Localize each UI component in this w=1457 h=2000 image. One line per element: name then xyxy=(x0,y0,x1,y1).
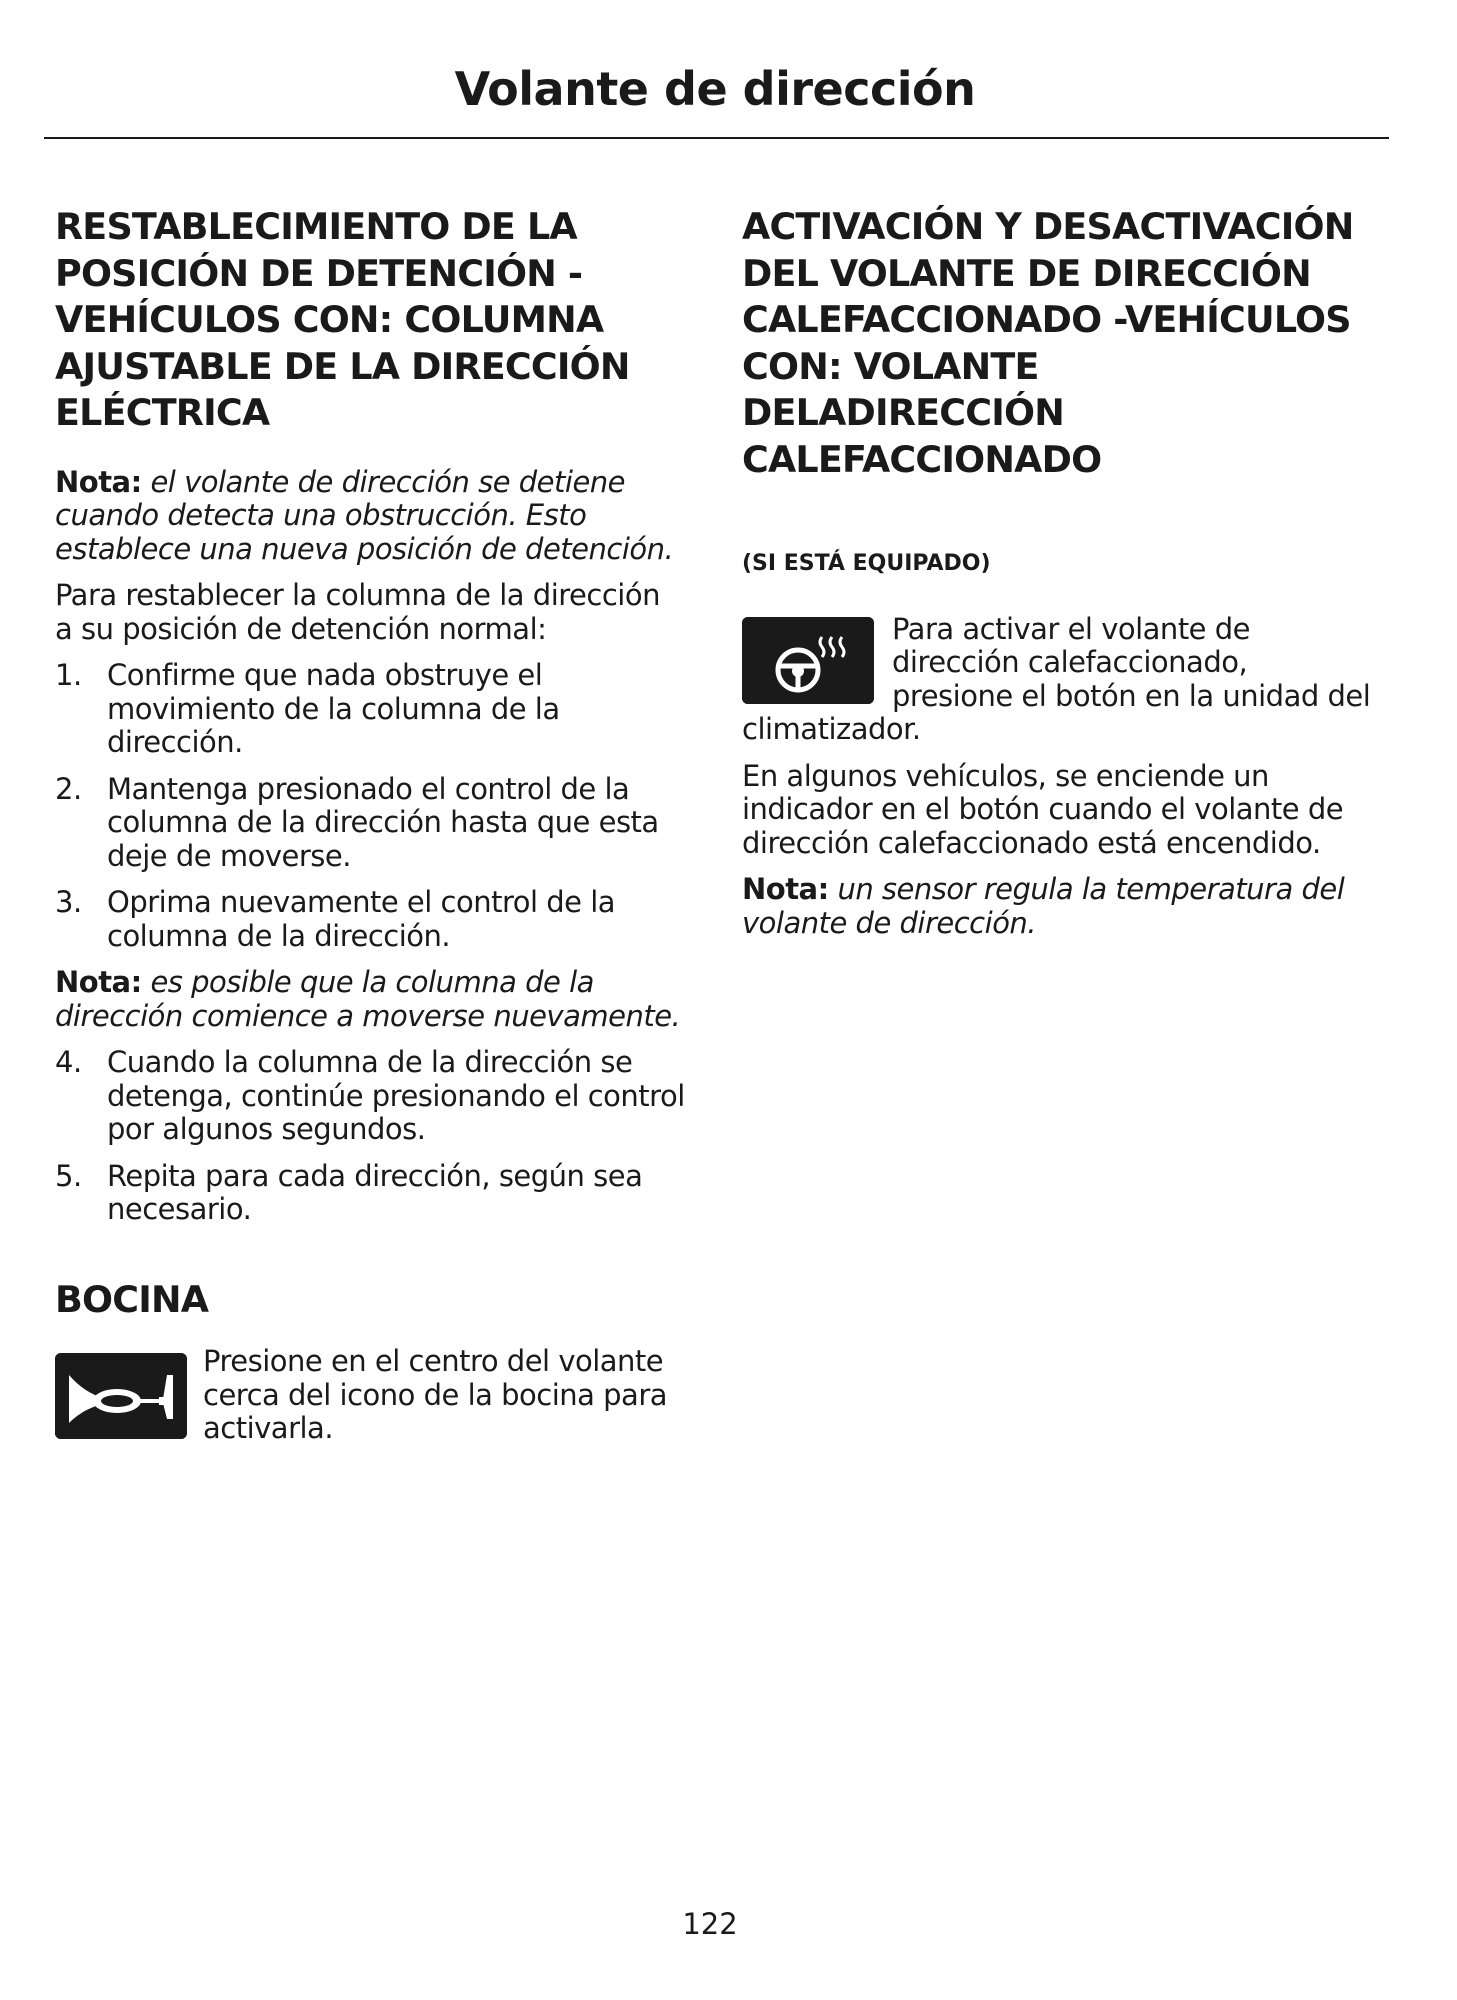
list-item xyxy=(55,1160,685,1227)
heated-steering-instructions xyxy=(742,613,1372,747)
steps-list-b xyxy=(55,1046,685,1227)
list-item xyxy=(55,886,685,953)
list-item xyxy=(55,659,685,760)
note-sensor xyxy=(742,873,1372,940)
note-column-move xyxy=(55,966,685,1033)
steps-list-a xyxy=(55,659,685,953)
step-number: 2. xyxy=(55,771,82,806)
left-column xyxy=(55,204,685,1446)
horn-instructions: Presione en el centro del volante cerca del icono de la bocina para activarla. xyxy=(203,1344,668,1445)
note-label: Nota: xyxy=(55,965,142,999)
list-item xyxy=(55,773,685,874)
section-heading-heated-steering: ACTIVACIÓN Y DESACTIVACIÓN DEL VOLANTE DE DIRECCIÓN CALEFACCIONADO -VEHÍCULOS CON: VOLANTE DELADIRECCIÓN CALEFACCIONADO xyxy=(742,205,1354,481)
step-number: 5. xyxy=(55,1158,82,1193)
note-text: un sensor regula la temperatura del volante de dirección. xyxy=(742,872,1345,940)
step-number: 3. xyxy=(55,885,82,919)
list-item xyxy=(55,1046,685,1147)
note-label: Nota: xyxy=(55,464,142,499)
activate-paragraph: Para activar el volante de dirección calefaccionado, presione el botón en la unidad del climatizador. xyxy=(742,611,1371,746)
note-obstruction xyxy=(55,466,685,567)
heated-steering-wheel-icon xyxy=(742,617,874,704)
page-number: 122 xyxy=(682,1907,738,1941)
equipped-label: (SI ESTÁ EQUIPADO) xyxy=(742,551,991,576)
section-heading-horn: BOCINA xyxy=(55,1277,209,1321)
right-column xyxy=(742,204,1372,940)
step-text: Repita para cada dirección, según sea necesario. xyxy=(107,1158,643,1226)
step-text: Oprima nuevamente el control de la columna de la dirección. xyxy=(107,885,616,953)
indicator-paragraph: En algunos vehículos, se enciende un indicador en el botón cuando el volante de dirección calefaccionado está encendido. xyxy=(742,758,1344,860)
step-number: 1. xyxy=(55,658,82,692)
note-text: es posible que la columna de la dirección comience a moverse nuevamente. xyxy=(55,965,681,1033)
page-title: Volante de dirección xyxy=(454,62,976,116)
note-label: Nota: xyxy=(742,872,829,906)
step-text: Cuando la columna de la dirección se detenga, continúe presionando el control por algunos segundos. xyxy=(107,1045,685,1146)
note-text: el volante de dirección se detiene cuando detecta una obstrucción. Esto establece una nueva posición de detención. xyxy=(55,464,674,566)
step-number: 4. xyxy=(55,1045,82,1079)
title-divider xyxy=(44,137,1389,139)
intro-paragraph: Para restablecer la columna de la dirección a su posición de detención normal: xyxy=(55,578,660,646)
step-text: Mantenga presionado el control de la columna de la dirección hasta que esta deje de moverse. xyxy=(107,771,659,873)
section-heading-restore-stop-position: RESTABLECIMIENTO DE LA POSICIÓN DE DETENCIÓN - VEHÍCULOS CON: COLUMNA AJUSTABLE DE LA DIRECCIÓN ELÉCTRICA xyxy=(55,205,630,434)
horn-section xyxy=(55,1277,685,1446)
horn-icon xyxy=(55,1353,187,1439)
step-text: Confirme que nada obstruye el movimiento de la columna de la dirección. xyxy=(107,658,560,759)
